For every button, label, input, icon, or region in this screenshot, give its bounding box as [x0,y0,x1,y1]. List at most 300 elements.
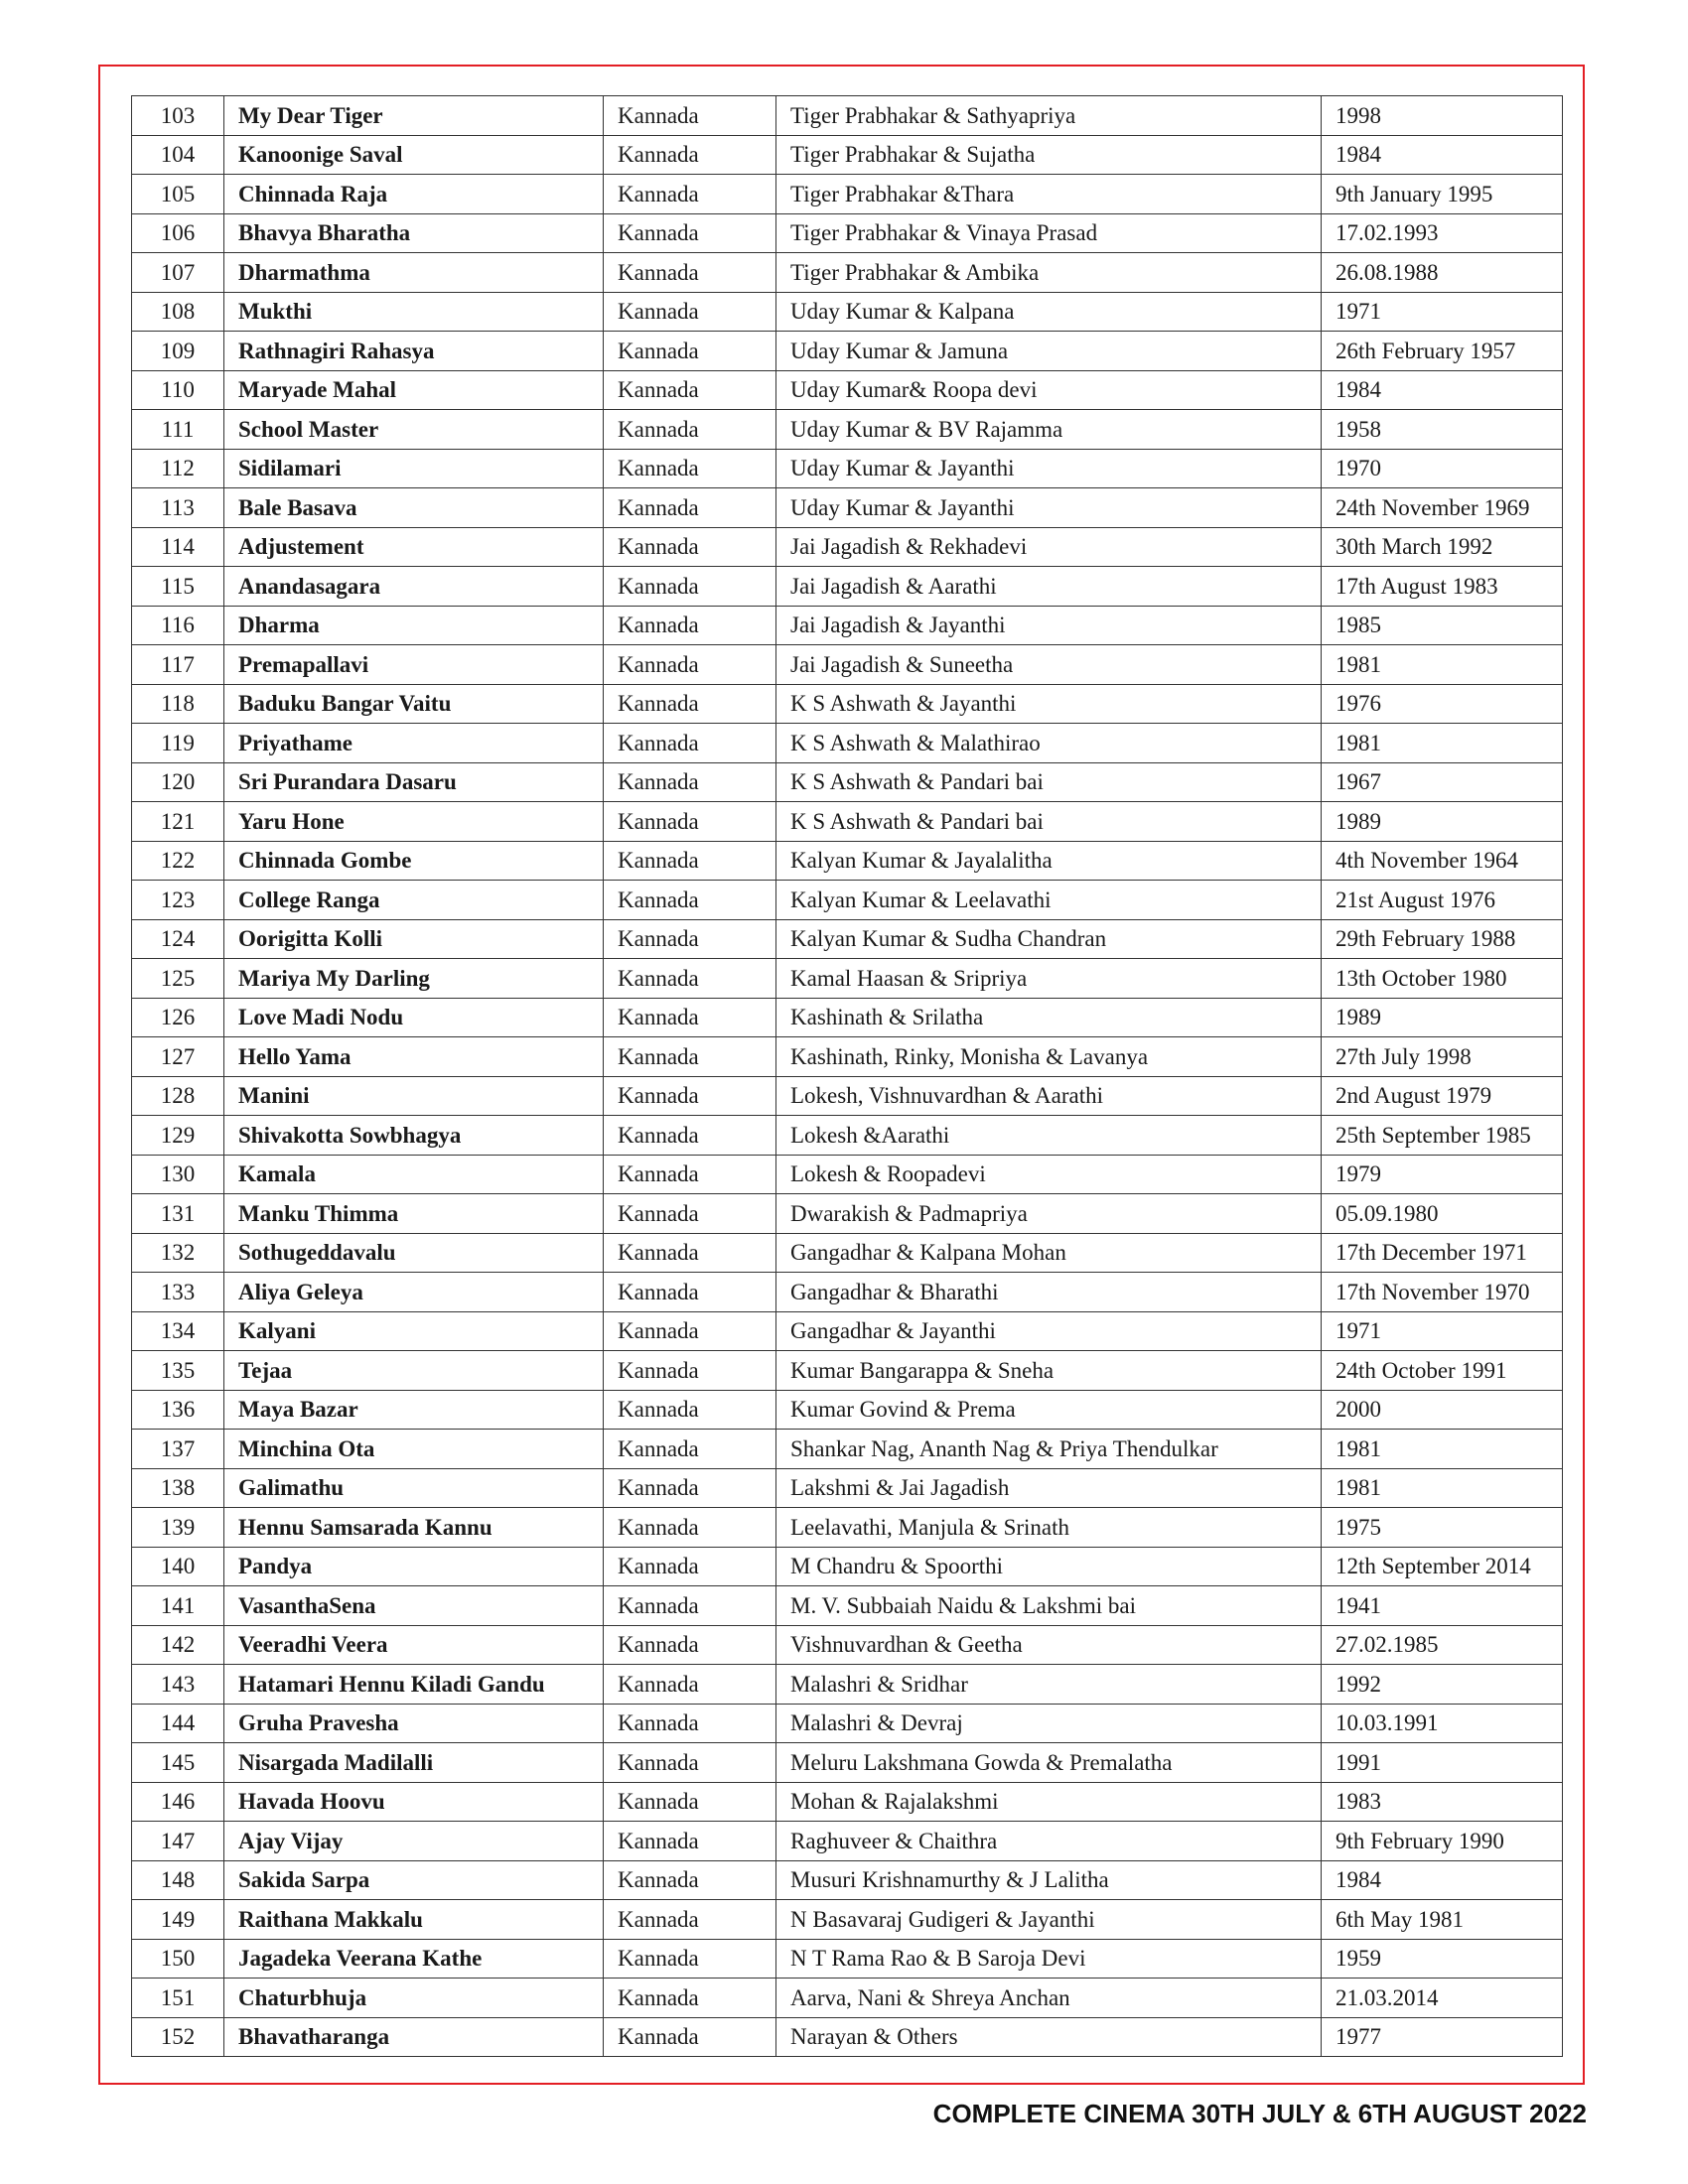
table-row [132,684,1563,724]
cast-cell: Meluru Lakshmana Gowda & Premalatha [776,1743,1322,1783]
cast-cell: Lokesh &Aarathi [776,1116,1322,1156]
release-date-cell: 25th September 1985 [1322,1116,1563,1156]
table-row [132,881,1563,920]
language-cell: Kannada [604,959,776,999]
release-date-cell: 9th January 1995 [1322,175,1563,214]
film-title-cell: Gruha Pravesha [224,1704,604,1743]
cast-cell: Lokesh, Vishnuvardhan & Aarathi [776,1076,1322,1116]
release-date-cell: 1967 [1322,762,1563,802]
cast-cell: Kalyan Kumar & Jayalalitha [776,841,1322,881]
language-cell: Kannada [604,684,776,724]
serial-number-cell: 139 [132,1508,224,1548]
release-date-cell: 17th August 1983 [1322,567,1563,607]
release-date-cell: 1981 [1322,724,1563,763]
film-title-cell: Ajay Vijay [224,1822,604,1861]
release-date-cell: 27.02.1985 [1322,1625,1563,1665]
table-row [132,1743,1563,1783]
language-cell: Kannada [604,410,776,450]
release-date-cell: 1984 [1322,370,1563,410]
release-date-cell: 1981 [1322,1468,1563,1508]
film-title-cell: Yaru Hone [224,802,604,842]
film-title-cell: Adjustement [224,527,604,567]
table-row [132,1860,1563,1900]
table-row [132,527,1563,567]
table-row [132,724,1563,763]
release-date-cell: 21.03.2014 [1322,1979,1563,2018]
cast-cell: Uday Kumar & Jayanthi [776,488,1322,528]
release-date-cell: 1983 [1322,1782,1563,1822]
table-row [132,1782,1563,1822]
serial-number-cell: 118 [132,684,224,724]
serial-number-cell: 107 [132,253,224,293]
language-cell: Kannada [604,1311,776,1351]
serial-number-cell: 149 [132,1900,224,1940]
language-cell: Kannada [604,841,776,881]
serial-number-cell: 134 [132,1311,224,1351]
film-title-cell: Anandasagara [224,567,604,607]
film-title-cell: Maryade Mahal [224,370,604,410]
serial-number-cell: 111 [132,410,224,450]
cast-cell: M. V. Subbaiah Naidu & Lakshmi bai [776,1586,1322,1626]
language-cell: Kannada [604,919,776,959]
table-row [132,1037,1563,1077]
table-row [132,606,1563,645]
film-title-cell: Manku Thimma [224,1194,604,1234]
release-date-cell: 1975 [1322,1508,1563,1548]
language-cell: Kannada [604,1194,776,1234]
cast-cell: Tiger Prabhakar & Vinaya Prasad [776,213,1322,253]
serial-number-cell: 152 [132,2017,224,2057]
film-title-cell: Havada Hoovu [224,1782,604,1822]
release-date-cell: 1984 [1322,135,1563,175]
film-title-cell: Kamala [224,1155,604,1194]
cast-cell: Jai Jagadish & Jayanthi [776,606,1322,645]
cast-cell: Malashri & Devraj [776,1704,1322,1743]
release-date-cell: 30th March 1992 [1322,527,1563,567]
cast-cell: Jai Jagadish & Suneetha [776,645,1322,685]
serial-number-cell: 108 [132,292,224,332]
language-cell: Kannada [604,1390,776,1430]
film-title-cell: Chinnada Raja [224,175,604,214]
film-title-cell: Baduku Bangar Vaitu [224,684,604,724]
cast-cell: Kashinath & Srilatha [776,998,1322,1037]
serial-number-cell: 103 [132,96,224,136]
film-title-cell: Nisargada Madilalli [224,1743,604,1783]
film-title-cell: Hennu Samsarada Kannu [224,1508,604,1548]
film-title-cell: College Ranga [224,881,604,920]
release-date-cell: 24th October 1991 [1322,1351,1563,1391]
release-date-cell: 1991 [1322,1743,1563,1783]
table-row [132,1508,1563,1548]
table-row [132,449,1563,488]
table-row [132,1979,1563,2018]
table-row [132,645,1563,685]
film-title-cell: Sothugeddavalu [224,1233,604,1273]
serial-number-cell: 127 [132,1037,224,1077]
table-row [132,1665,1563,1705]
release-date-cell: 4th November 1964 [1322,841,1563,881]
film-title-cell: Tejaa [224,1351,604,1391]
cast-cell: Mohan & Rajalakshmi [776,1782,1322,1822]
language-cell: Kannada [604,332,776,371]
serial-number-cell: 133 [132,1273,224,1312]
serial-number-cell: 148 [132,1860,224,1900]
cast-cell: Tiger Prabhakar & Sathyapriya [776,96,1322,136]
serial-number-cell: 143 [132,1665,224,1705]
release-date-cell: 2nd August 1979 [1322,1076,1563,1116]
table-row [132,762,1563,802]
cast-cell: Tiger Prabhakar & Sujatha [776,135,1322,175]
table-row [132,1194,1563,1234]
cast-cell: Kumar Govind & Prema [776,1390,1322,1430]
cast-cell: Dwarakish & Padmapriya [776,1194,1322,1234]
table-row [132,1586,1563,1626]
release-date-cell: 2000 [1322,1390,1563,1430]
serial-number-cell: 125 [132,959,224,999]
release-date-cell: 1958 [1322,410,1563,450]
serial-number-cell: 135 [132,1351,224,1391]
language-cell: Kannada [604,1351,776,1391]
language-cell: Kannada [604,762,776,802]
film-title-cell: Kanoonige Saval [224,135,604,175]
serial-number-cell: 104 [132,135,224,175]
language-cell: Kannada [604,96,776,136]
film-title-cell: Love Madi Nodu [224,998,604,1037]
language-cell: Kannada [604,1586,776,1626]
table-row [132,1430,1563,1469]
serial-number-cell: 119 [132,724,224,763]
cast-cell: Gangadhar & Jayanthi [776,1311,1322,1351]
film-title-cell: Dharmathma [224,253,604,293]
table-row [132,1939,1563,1979]
serial-number-cell: 126 [132,998,224,1037]
language-cell: Kannada [604,292,776,332]
language-cell: Kannada [604,1037,776,1077]
release-date-cell: 1992 [1322,1665,1563,1705]
table-row [132,2017,1563,2057]
table-row [132,802,1563,842]
film-title-cell: Mariya My Darling [224,959,604,999]
language-cell: Kannada [604,253,776,293]
table-row [132,1311,1563,1351]
film-title-cell: Bale Basava [224,488,604,528]
release-date-cell: 17th November 1970 [1322,1273,1563,1312]
language-cell: Kannada [604,1233,776,1273]
serial-number-cell: 140 [132,1547,224,1586]
serial-number-cell: 113 [132,488,224,528]
film-title-cell: My Dear Tiger [224,96,604,136]
table-row [132,959,1563,999]
film-title-cell: Aliya Geleya [224,1273,604,1312]
language-cell: Kannada [604,449,776,488]
language-cell: Kannada [604,1273,776,1312]
serial-number-cell: 121 [132,802,224,842]
language-cell: Kannada [604,1704,776,1743]
serial-number-cell: 132 [132,1233,224,1273]
table-row [132,1116,1563,1156]
language-cell: Kannada [604,1860,776,1900]
cast-cell: Aarva, Nani & Shreya Anchan [776,1979,1322,2018]
serial-number-cell: 130 [132,1155,224,1194]
release-date-cell: 12th September 2014 [1322,1547,1563,1586]
table-row [132,1704,1563,1743]
table-row [132,1076,1563,1116]
release-date-cell: 1941 [1322,1586,1563,1626]
language-cell: Kannada [604,1665,776,1705]
film-title-cell: Oorigitta Kolli [224,919,604,959]
release-date-cell: 1979 [1322,1155,1563,1194]
language-cell: Kannada [604,1076,776,1116]
film-title-cell: Bhavatharanga [224,2017,604,2057]
film-title-cell: Pandya [224,1547,604,1586]
cast-cell: Shankar Nag, Ananth Nag & Priya Thendulkar [776,1430,1322,1469]
serial-number-cell: 122 [132,841,224,881]
film-title-cell: Jagadeka Veerana Kathe [224,1939,604,1979]
serial-number-cell: 105 [132,175,224,214]
film-title-cell: Minchina Ota [224,1430,604,1469]
release-date-cell: 10.03.1991 [1322,1704,1563,1743]
cast-cell: Malashri & Sridhar [776,1665,1322,1705]
table-row [132,1273,1563,1312]
cast-cell: Narayan & Others [776,2017,1322,2057]
film-title-cell: Rathnagiri Rahasya [224,332,604,371]
serial-number-cell: 145 [132,1743,224,1783]
serial-number-cell: 150 [132,1939,224,1979]
table-row [132,410,1563,450]
cast-cell: K S Ashwath & Pandari bai [776,802,1322,842]
cast-cell: N Basavaraj Gudigeri & Jayanthi [776,1900,1322,1940]
serial-number-cell: 112 [132,449,224,488]
serial-number-cell: 131 [132,1194,224,1234]
release-date-cell: 6th May 1981 [1322,1900,1563,1940]
table-row [132,841,1563,881]
film-title-cell: Raithana Makkalu [224,1900,604,1940]
film-title-cell: Bhavya Bharatha [224,213,604,253]
language-cell: Kannada [604,488,776,528]
cast-cell: Jai Jagadish & Rekhadevi [776,527,1322,567]
language-cell: Kannada [604,135,776,175]
serial-number-cell: 115 [132,567,224,607]
film-title-cell: Hatamari Hennu Kiladi Gandu [224,1665,604,1705]
language-cell: Kannada [604,998,776,1037]
cast-cell: Kalyan Kumar & Sudha Chandran [776,919,1322,959]
release-date-cell: 1976 [1322,684,1563,724]
film-title-cell: Sidilamari [224,449,604,488]
release-date-cell: 26.08.1988 [1322,253,1563,293]
release-date-cell: 1971 [1322,292,1563,332]
serial-number-cell: 123 [132,881,224,920]
release-date-cell: 1989 [1322,802,1563,842]
footer-title: COMPLETE CINEMA 30TH JULY & 6TH AUGUST 2022 [932,2099,1587,2128]
serial-number-cell: 146 [132,1782,224,1822]
table-row [132,1900,1563,1940]
release-date-cell: 1970 [1322,449,1563,488]
film-title-cell: Dharma [224,606,604,645]
serial-number-cell: 124 [132,919,224,959]
table-row [132,332,1563,371]
film-title-cell: Chaturbhuja [224,1979,604,2018]
serial-number-cell: 136 [132,1390,224,1430]
table-row [132,1390,1563,1430]
cast-cell: Kumar Bangarappa & Sneha [776,1351,1322,1391]
language-cell: Kannada [604,1468,776,1508]
language-cell: Kannada [604,1900,776,1940]
release-date-cell: 1998 [1322,96,1563,136]
film-title-cell: VasanthaSena [224,1586,604,1626]
cast-cell: Musuri Krishnamurthy & J Lalitha [776,1860,1322,1900]
language-cell: Kannada [604,881,776,920]
serial-number-cell: 109 [132,332,224,371]
cast-cell: Jai Jagadish & Aarathi [776,567,1322,607]
film-title-cell: Galimathu [224,1468,604,1508]
table-row [132,213,1563,253]
cast-cell: Tiger Prabhakar &Thara [776,175,1322,214]
serial-number-cell: 147 [132,1822,224,1861]
language-cell: Kannada [604,1782,776,1822]
film-title-cell: Manini [224,1076,604,1116]
release-date-cell: 17.02.1993 [1322,213,1563,253]
release-date-cell: 1971 [1322,1311,1563,1351]
table-row [132,998,1563,1037]
serial-number-cell: 144 [132,1704,224,1743]
release-date-cell: 1989 [1322,998,1563,1037]
release-date-cell: 17th December 1971 [1322,1233,1563,1273]
film-title-cell: Priyathame [224,724,604,763]
film-title-cell: School Master [224,410,604,450]
cast-cell: K S Ashwath & Jayanthi [776,684,1322,724]
serial-number-cell: 151 [132,1979,224,2018]
film-title-cell: Maya Bazar [224,1390,604,1430]
language-cell: Kannada [604,1155,776,1194]
table-row [132,370,1563,410]
cast-cell: Gangadhar & Bharathi [776,1273,1322,1312]
language-cell: Kannada [604,370,776,410]
release-date-cell: 1981 [1322,1430,1563,1469]
table-row [132,96,1563,136]
language-cell: Kannada [604,1979,776,2018]
cast-cell: Lokesh & Roopadevi [776,1155,1322,1194]
release-date-cell: 1984 [1322,1860,1563,1900]
serial-number-cell: 110 [132,370,224,410]
film-title-cell: Mukthi [224,292,604,332]
release-date-cell: 9th February 1990 [1322,1822,1563,1861]
release-date-cell: 29th February 1988 [1322,919,1563,959]
serial-number-cell: 114 [132,527,224,567]
language-cell: Kannada [604,567,776,607]
cast-cell: K S Ashwath & Pandari bai [776,762,1322,802]
language-cell: Kannada [604,213,776,253]
table-row [132,1468,1563,1508]
language-cell: Kannada [604,1547,776,1586]
serial-number-cell: 106 [132,213,224,253]
serial-number-cell: 117 [132,645,224,685]
table-row [132,488,1563,528]
film-title-cell: Shivakotta Sowbhagya [224,1116,604,1156]
cast-cell: Kalyan Kumar & Leelavathi [776,881,1322,920]
language-cell: Kannada [604,645,776,685]
language-cell: Kannada [604,175,776,214]
cast-cell: Kashinath, Rinky, Monisha & Lavanya [776,1037,1322,1077]
cast-cell: Leelavathi, Manjula & Srinath [776,1508,1322,1548]
language-cell: Kannada [604,1939,776,1979]
serial-number-cell: 137 [132,1430,224,1469]
cast-cell: Uday Kumar& Roopa devi [776,370,1322,410]
film-title-cell: Chinnada Gombe [224,841,604,881]
film-table-body [132,96,1563,2057]
cast-cell: K S Ashwath & Malathirao [776,724,1322,763]
release-date-cell: 1959 [1322,1939,1563,1979]
cast-cell: N T Rama Rao & B Saroja Devi [776,1939,1322,1979]
release-date-cell: 1985 [1322,606,1563,645]
film-title-cell: Veeradhi Veera [224,1625,604,1665]
cast-cell: Vishnuvardhan & Geetha [776,1625,1322,1665]
film-title-cell: Hello Yama [224,1037,604,1077]
cast-cell: Kamal Haasan & Sripriya [776,959,1322,999]
language-cell: Kannada [604,1625,776,1665]
release-date-cell: 21st August 1976 [1322,881,1563,920]
table-row [132,135,1563,175]
language-cell: Kannada [604,1743,776,1783]
release-date-cell: 1981 [1322,645,1563,685]
language-cell: Kannada [604,527,776,567]
cast-cell: Tiger Prabhakar & Ambika [776,253,1322,293]
table-row [132,175,1563,214]
table-row [132,253,1563,293]
language-cell: Kannada [604,1116,776,1156]
release-date-cell: 13th October 1980 [1322,959,1563,999]
language-cell: Kannada [604,1430,776,1469]
table-row [132,1625,1563,1665]
language-cell: Kannada [604,724,776,763]
cast-cell: M Chandru & Spoorthi [776,1547,1322,1586]
film-title-cell: Sri Purandara Dasaru [224,762,604,802]
cast-cell: Uday Kumar & Jamuna [776,332,1322,371]
table-row [132,567,1563,607]
release-date-cell: 1977 [1322,2017,1563,2057]
cast-cell: Uday Kumar & Kalpana [776,292,1322,332]
table-row [132,292,1563,332]
language-cell: Kannada [604,1508,776,1548]
language-cell: Kannada [604,606,776,645]
release-date-cell: 26th February 1957 [1322,332,1563,371]
serial-number-cell: 141 [132,1586,224,1626]
table-row [132,1351,1563,1391]
table-row [132,1233,1563,1273]
release-date-cell: 27th July 1998 [1322,1037,1563,1077]
film-title-cell: Premapallavi [224,645,604,685]
film-title-cell: Sakida Sarpa [224,1860,604,1900]
table-row [132,919,1563,959]
cast-cell: Gangadhar & Kalpana Mohan [776,1233,1322,1273]
table-row [132,1822,1563,1861]
serial-number-cell: 120 [132,762,224,802]
release-date-cell: 05.09.1980 [1322,1194,1563,1234]
release-date-cell: 24th November 1969 [1322,488,1563,528]
table-row [132,1547,1563,1586]
cast-cell: Uday Kumar & Jayanthi [776,449,1322,488]
table-row [132,1155,1563,1194]
film-title-cell: Kalyani [224,1311,604,1351]
serial-number-cell: 142 [132,1625,224,1665]
cast-cell: Raghuveer & Chaithra [776,1822,1322,1861]
serial-number-cell: 116 [132,606,224,645]
serial-number-cell: 138 [132,1468,224,1508]
language-cell: Kannada [604,802,776,842]
language-cell: Kannada [604,2017,776,2057]
serial-number-cell: 129 [132,1116,224,1156]
serial-number-cell: 128 [132,1076,224,1116]
cast-cell: Lakshmi & Jai Jagadish [776,1468,1322,1508]
